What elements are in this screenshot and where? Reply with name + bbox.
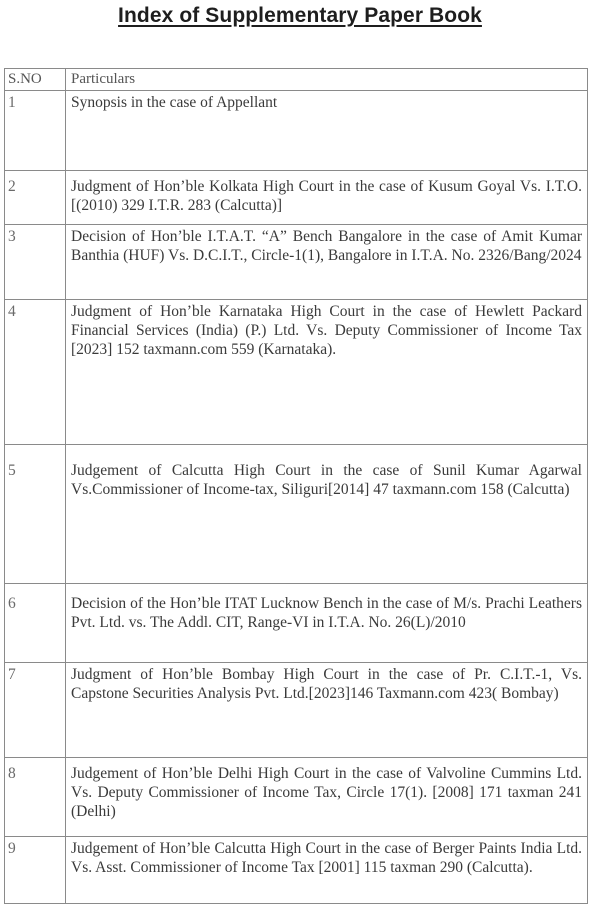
column-header-particulars: Particulars — [66, 69, 588, 91]
index-table — [4, 68, 588, 904]
row-number: 8 — [5, 758, 66, 837]
table-row — [5, 584, 588, 663]
row-number: 3 — [5, 225, 66, 300]
row-particulars: Decision of the Hon’ble ITAT Lucknow Bench in the case of M/s. Prachi Leathers Pvt. Ltd. vs. The Addl. CIT, Range-VI in I.T.A. No. 26(L)/2010 — [66, 584, 588, 663]
column-header-sno: S.NO — [5, 69, 66, 91]
row-number: 5 — [5, 445, 66, 584]
table-header-row — [5, 69, 588, 91]
row-number: 2 — [5, 171, 66, 225]
table-row — [5, 300, 588, 445]
row-number: 7 — [5, 663, 66, 758]
table-row — [5, 663, 588, 758]
row-particulars: Judgement of Hon’ble Calcutta High Court in the case of Berger Paints India Ltd. Vs. Asst. Commissioner of Income Tax [2001] 115 taxman 290 (Calcutta). — [66, 837, 588, 904]
page-title: Index of Supplementary Paper Book — [118, 4, 482, 27]
table-row — [5, 837, 588, 904]
table-row — [5, 171, 588, 225]
row-number: 9 — [5, 837, 66, 904]
row-particulars: Judgement of Hon’ble Delhi High Court in the case of Valvoline Cummins Ltd. Vs. Deputy Commissioner of Income Tax, Circle 17(1). [2008] 171 taxman 241 (Delhi) — [66, 758, 588, 837]
row-number: 4 — [5, 300, 66, 445]
table-row — [5, 91, 588, 171]
row-particulars: Judgment of Hon’ble Bombay High Court in the case of Pr. C.I.T.-1, Vs. Capstone Securities Analysis Pvt. Ltd.[2023]146 Taxmann.com 423( Bombay) — [66, 663, 588, 758]
row-particulars: Judgment of Hon’ble Kolkata High Court in the case of Kusum Goyal Vs. I.T.O. [(2010) 329 I.T.R. 283 (Calcutta)] — [66, 171, 588, 225]
row-particulars: Judgement of Calcutta High Court in the case of Sunil Kumar Agarwal Vs.Commissioner of Income-tax, Siliguri[2014] 47 taxmann.com 158 (Calcutta) — [66, 445, 588, 584]
row-particulars: Judgment of Hon’ble Karnataka High Court in the case of Hewlett Packard Financial Services (India) (P.) Ltd. Vs. Deputy Commissioner of Income Tax [2023] 152 taxmann.com 559 (Karnataka). — [66, 300, 588, 445]
row-number: 1 — [5, 91, 66, 171]
row-particulars: Synopsis in the case of Appellant — [66, 91, 588, 171]
row-particulars: Decision of Hon’ble I.T.A.T. “A” Bench Bangalore in the case of Amit Kumar Banthia (HUF) Vs. D.C.I.T., Circle-1(1), Bangalore in I.T.A. No. 2326/Bang/2024 — [66, 225, 588, 300]
table-row — [5, 225, 588, 300]
table-row — [5, 445, 588, 584]
table-row — [5, 758, 588, 837]
row-number: 6 — [5, 584, 66, 663]
